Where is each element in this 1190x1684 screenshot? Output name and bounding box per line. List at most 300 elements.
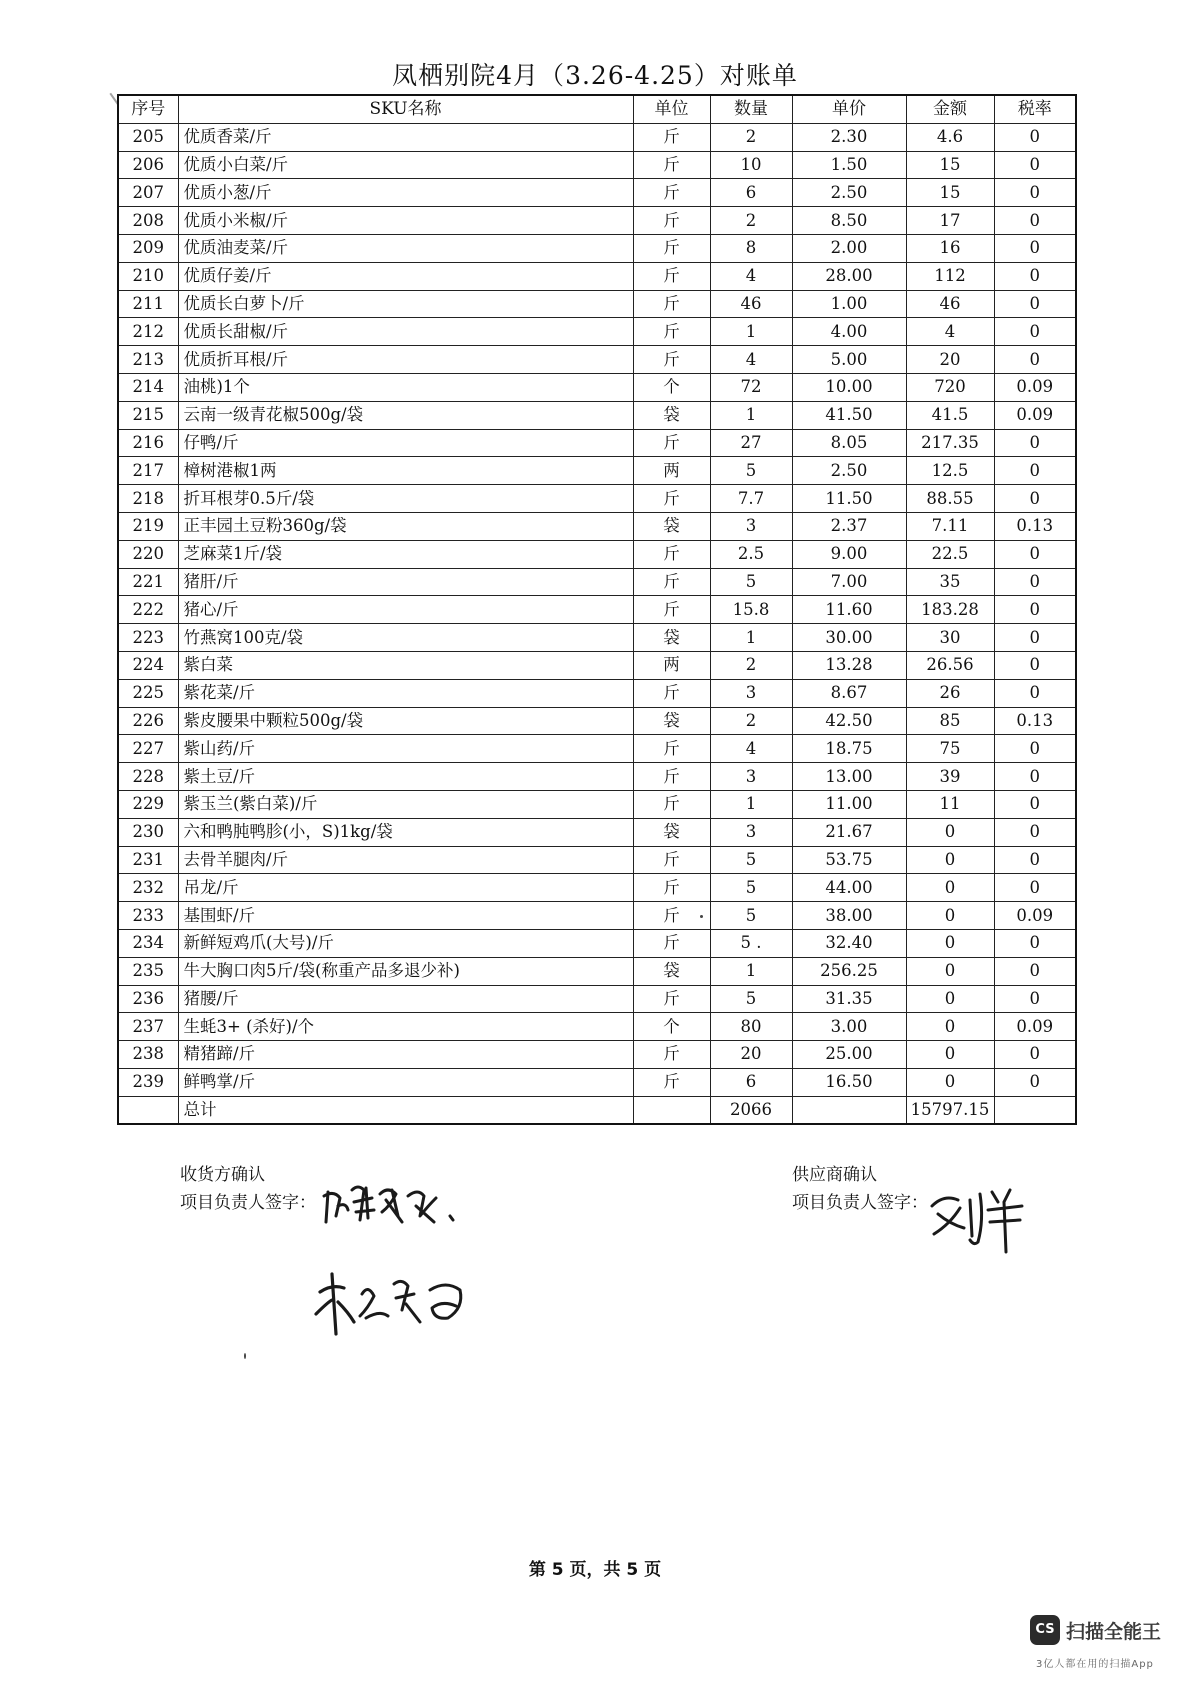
tax-rate-cell: 0 xyxy=(994,485,1076,513)
row-index-cell: 232 xyxy=(118,874,178,902)
amount-cell: 20 xyxy=(906,346,994,374)
sku-name-cell: 紫玉兰(紫白菜)/斤 xyxy=(178,790,633,818)
quantity-cell: 1 xyxy=(710,318,792,346)
sku-name-cell: 芝麻菜1斤/袋 xyxy=(178,540,633,568)
row-index-cell: 229 xyxy=(118,790,178,818)
quantity-cell: 6 xyxy=(710,1068,792,1096)
supplier-signature xyxy=(924,1180,1034,1255)
tax-rate-cell: 0 xyxy=(994,151,1076,179)
tax-rate-cell: 0 xyxy=(994,568,1076,596)
total-index-cell xyxy=(118,1096,178,1124)
table-row xyxy=(118,262,1076,290)
unit-price-cell: 2.50 xyxy=(792,457,906,485)
unit-cell: 袋 xyxy=(633,512,710,540)
quantity-cell: 5 xyxy=(710,457,792,485)
quantity-cell: 4 xyxy=(710,735,792,763)
amount-cell: 0 xyxy=(906,902,994,930)
table-row xyxy=(118,457,1076,485)
row-index-cell: 227 xyxy=(118,735,178,763)
amount-cell: 0 xyxy=(906,818,994,846)
row-index-cell: 230 xyxy=(118,818,178,846)
unit-cell: 袋 xyxy=(633,957,710,985)
unit-cell: 两 xyxy=(633,457,710,485)
sku-name-cell: 优质小葱/斤 xyxy=(178,179,633,207)
unit-cell: 斤 xyxy=(633,1068,710,1096)
tax-rate-cell: 0 xyxy=(994,1041,1076,1069)
unit-price-cell: 256.25 xyxy=(792,957,906,985)
unit-cell: 斤 xyxy=(633,151,710,179)
unit-cell: 斤 xyxy=(633,985,710,1013)
unit-cell: 斤 xyxy=(633,679,710,707)
quantity-cell: 5 xyxy=(710,902,792,930)
table-row xyxy=(118,651,1076,679)
sku-name-cell: 鲜鸭掌/斤 xyxy=(178,1068,633,1096)
amount-cell: 30 xyxy=(906,624,994,652)
quantity-cell: 6 xyxy=(710,179,792,207)
amount-cell: 26 xyxy=(906,679,994,707)
amount-cell: 0 xyxy=(906,1013,994,1041)
tax-rate-cell: 0 xyxy=(994,957,1076,985)
tax-rate-cell: 0 xyxy=(994,929,1076,957)
quantity-cell: 5 xyxy=(710,985,792,1013)
sku-name-cell: 折耳根芽0.5斤/袋 xyxy=(178,485,633,513)
row-index-cell: 216 xyxy=(118,429,178,457)
table-row xyxy=(118,624,1076,652)
tax-rate-cell: 0 xyxy=(994,540,1076,568)
sku-name-cell: 紫皮腰果中颗粒500g/袋 xyxy=(178,707,633,735)
table-row xyxy=(118,429,1076,457)
quantity-cell: 3 xyxy=(710,512,792,540)
unit-price-cell: 16.50 xyxy=(792,1068,906,1096)
tax-rate-cell: 0 xyxy=(994,846,1076,874)
row-index-cell: 219 xyxy=(118,512,178,540)
row-index-cell: 207 xyxy=(118,179,178,207)
scanner-app-name: 扫描全能王 xyxy=(1066,1621,1162,1643)
unit-price-cell: 42.50 xyxy=(792,707,906,735)
tax-rate-cell: 0 xyxy=(994,262,1076,290)
ledger-table xyxy=(117,94,1077,1125)
sku-name-cell: 优质香菜/斤 xyxy=(178,123,633,151)
row-index-cell: 224 xyxy=(118,651,178,679)
unit-price-cell: 30.00 xyxy=(792,624,906,652)
table-body xyxy=(118,123,1076,1096)
unit-price-cell: 31.35 xyxy=(792,985,906,1013)
stray-mark xyxy=(700,915,703,918)
quantity-cell: 3 xyxy=(710,763,792,791)
amount-cell: 0 xyxy=(906,1068,994,1096)
quantity-cell: 3 xyxy=(710,818,792,846)
tax-rate-cell: 0 xyxy=(994,318,1076,346)
tax-rate-cell: 0 xyxy=(994,179,1076,207)
table-row xyxy=(118,929,1076,957)
tax-rate-cell: 0 xyxy=(994,763,1076,791)
unit-price-cell: 41.50 xyxy=(792,401,906,429)
unit-price-cell: 2.00 xyxy=(792,234,906,262)
unit-price-cell: 2.37 xyxy=(792,512,906,540)
unit-cell: 斤 xyxy=(633,123,710,151)
sku-name-cell: 樟树港椒1两 xyxy=(178,457,633,485)
receiver-signature-2 xyxy=(310,1264,480,1339)
total-amount: 15797.15 xyxy=(906,1096,994,1124)
table-row xyxy=(118,707,1076,735)
amount-cell: 11 xyxy=(906,790,994,818)
receiver-sign-label: 项目负责人签字： xyxy=(180,1193,316,1213)
quantity-cell: 2 xyxy=(710,651,792,679)
tax-rate-cell: 0 xyxy=(994,624,1076,652)
tax-rate-cell: 0.09 xyxy=(994,1013,1076,1041)
quantity-cell: 10 xyxy=(710,151,792,179)
total-quantity: 2066 xyxy=(710,1096,792,1124)
row-index-cell: 215 xyxy=(118,401,178,429)
amount-cell: 112 xyxy=(906,262,994,290)
unit-price-cell: 4.00 xyxy=(792,318,906,346)
row-index-cell: 223 xyxy=(118,624,178,652)
row-index-cell: 208 xyxy=(118,207,178,235)
receiver-signature-1 xyxy=(322,1176,462,1236)
table-row xyxy=(118,1068,1076,1096)
table-row xyxy=(118,485,1076,513)
tax-rate-cell: 0 xyxy=(994,346,1076,374)
sku-name-cell: 牛大胸口肉5斤/袋(称重产品多退少补) xyxy=(178,957,633,985)
unit-price-cell: 18.75 xyxy=(792,735,906,763)
sku-name-cell: 基围虾/斤 xyxy=(178,902,633,930)
table-row xyxy=(118,207,1076,235)
table-row xyxy=(118,1013,1076,1041)
sku-name-cell: 生蚝3+ (杀好)/个 xyxy=(178,1013,633,1041)
quantity-cell: 2.5 xyxy=(710,540,792,568)
row-index-cell: 205 xyxy=(118,123,178,151)
sku-name-cell: 猪心/斤 xyxy=(178,596,633,624)
sku-name-cell: 新鲜短鸡爪(大号)/斤 xyxy=(178,929,633,957)
amount-cell: 41.5 xyxy=(906,401,994,429)
amount-cell: 16 xyxy=(906,234,994,262)
sku-name-cell: 优质小米椒/斤 xyxy=(178,207,633,235)
unit-price-cell: 9.00 xyxy=(792,540,906,568)
table-row xyxy=(118,346,1076,374)
quantity-cell: 7.7 xyxy=(710,485,792,513)
unit-price-cell: 11.00 xyxy=(792,790,906,818)
amount-cell: 720 xyxy=(906,373,994,401)
total-tax-cell xyxy=(994,1096,1076,1124)
tax-rate-cell: 0 xyxy=(994,596,1076,624)
sku-name-cell: 优质长白萝卜/斤 xyxy=(178,290,633,318)
unit-cell: 斤 xyxy=(633,429,710,457)
table-row xyxy=(118,846,1076,874)
tax-rate-cell: 0 xyxy=(994,234,1076,262)
table-row xyxy=(118,763,1076,791)
tax-rate-cell: 0 xyxy=(994,679,1076,707)
sku-name-cell: 去骨羊腿肉/斤 xyxy=(178,846,633,874)
tax-rate-cell: 0 xyxy=(994,123,1076,151)
sku-name-cell: 精猪蹄/斤 xyxy=(178,1041,633,1069)
row-index-cell: 237 xyxy=(118,1013,178,1041)
unit-price-cell: 13.28 xyxy=(792,651,906,679)
table-row xyxy=(118,234,1076,262)
unit-price-cell: 1.00 xyxy=(792,290,906,318)
table-row xyxy=(118,123,1076,151)
table-row xyxy=(118,373,1076,401)
col-header-unit: 单位 xyxy=(633,95,710,123)
amount-cell: 4 xyxy=(906,318,994,346)
unit-cell: 袋 xyxy=(633,401,710,429)
amount-cell: 35 xyxy=(906,568,994,596)
scanner-tagline: 3亿人都在用的扫描App xyxy=(1036,1659,1154,1670)
unit-price-cell: 8.67 xyxy=(792,679,906,707)
unit-cell: 斤 xyxy=(633,568,710,596)
row-index-cell: 212 xyxy=(118,318,178,346)
quantity-cell: 27 xyxy=(710,429,792,457)
unit-price-cell: 25.00 xyxy=(792,1041,906,1069)
row-index-cell: 235 xyxy=(118,957,178,985)
tax-rate-cell: 0 xyxy=(994,735,1076,763)
tax-rate-cell: 0 xyxy=(994,818,1076,846)
row-index-cell: 209 xyxy=(118,234,178,262)
row-index-cell: 220 xyxy=(118,540,178,568)
quantity-cell: 1 xyxy=(710,957,792,985)
amount-cell: 0 xyxy=(906,874,994,902)
tax-rate-cell: 0.09 xyxy=(994,373,1076,401)
amount-cell: 75 xyxy=(906,735,994,763)
row-index-cell: 233 xyxy=(118,902,178,930)
amount-cell: 4.6 xyxy=(906,123,994,151)
quantity-cell: 2 xyxy=(710,707,792,735)
row-index-cell: 206 xyxy=(118,151,178,179)
unit-cell: 斤 xyxy=(633,179,710,207)
sku-name-cell: 紫白菜 xyxy=(178,651,633,679)
quantity-cell: 15.8 xyxy=(710,596,792,624)
unit-cell: 斤 xyxy=(633,735,710,763)
document-title: 凤栖别院4月（3.26-4.25）对账单 xyxy=(392,61,798,90)
unit-price-cell: 53.75 xyxy=(792,846,906,874)
quantity-cell: 5 xyxy=(710,846,792,874)
tax-rate-cell: 0.09 xyxy=(994,401,1076,429)
tax-rate-cell: 0 xyxy=(994,790,1076,818)
sku-name-cell: 正丰园土豆粉360g/袋 xyxy=(178,512,633,540)
col-header-unit-price: 单价 xyxy=(792,95,906,123)
row-index-cell: 225 xyxy=(118,679,178,707)
row-index-cell: 226 xyxy=(118,707,178,735)
amount-cell: 15 xyxy=(906,151,994,179)
sku-name-cell: 油桃)1个 xyxy=(178,373,633,401)
quantity-cell: 2 xyxy=(710,123,792,151)
sku-name-cell: 优质长甜椒/斤 xyxy=(178,318,633,346)
unit-cell: 斤 xyxy=(633,290,710,318)
unit-price-cell: 8.05 xyxy=(792,429,906,457)
unit-cell: 斤 xyxy=(633,874,710,902)
amount-cell: 15 xyxy=(906,179,994,207)
unit-cell: 袋 xyxy=(633,818,710,846)
amount-cell: 0 xyxy=(906,957,994,985)
tax-rate-cell: 0 xyxy=(994,457,1076,485)
total-unit-cell xyxy=(633,1096,710,1124)
amount-cell: 0 xyxy=(906,985,994,1013)
sku-name-cell: 猪肝/斤 xyxy=(178,568,633,596)
sku-name-cell: 云南一级青花椒500g/袋 xyxy=(178,401,633,429)
table-row xyxy=(118,985,1076,1013)
unit-price-cell: 1.50 xyxy=(792,151,906,179)
sku-name-cell: 优质仔姜/斤 xyxy=(178,262,633,290)
amount-cell: 217.35 xyxy=(906,429,994,457)
quantity-cell: 46 xyxy=(710,290,792,318)
unit-cell: 个 xyxy=(633,373,710,401)
unit-price-cell: 11.60 xyxy=(792,596,906,624)
unit-price-cell: 11.50 xyxy=(792,485,906,513)
unit-price-cell: 28.00 xyxy=(792,262,906,290)
sku-name-cell: 优质油麦菜/斤 xyxy=(178,234,633,262)
unit-cell: 斤 xyxy=(633,207,710,235)
unit-cell: 斤 xyxy=(633,902,710,930)
quantity-cell: 1 xyxy=(710,401,792,429)
table-row xyxy=(118,790,1076,818)
unit-cell: 斤 xyxy=(633,485,710,513)
tax-rate-cell: 0.13 xyxy=(994,512,1076,540)
tax-rate-cell: 0 xyxy=(994,985,1076,1013)
receiver-heading: 收货方确认 xyxy=(180,1165,265,1185)
unit-cell: 个 xyxy=(633,1013,710,1041)
tax-rate-cell: 0 xyxy=(994,651,1076,679)
quantity-cell: 4 xyxy=(710,262,792,290)
tax-rate-cell: 0 xyxy=(994,429,1076,457)
unit-cell: 斤 xyxy=(633,790,710,818)
row-index-cell: 218 xyxy=(118,485,178,513)
amount-cell: 46 xyxy=(906,290,994,318)
scanner-watermark xyxy=(1030,1615,1180,1675)
row-index-cell: 228 xyxy=(118,763,178,791)
unit-cell: 斤 xyxy=(633,318,710,346)
unit-price-cell: 2.30 xyxy=(792,123,906,151)
unit-price-cell: 21.67 xyxy=(792,818,906,846)
quantity-cell: 1 xyxy=(710,624,792,652)
amount-cell: 183.28 xyxy=(906,596,994,624)
table-row xyxy=(118,902,1076,930)
table-row xyxy=(118,401,1076,429)
table-row xyxy=(118,179,1076,207)
quantity-cell: 2 xyxy=(710,207,792,235)
table-row xyxy=(118,512,1076,540)
col-header-tax-rate: 税率 xyxy=(994,95,1076,123)
tax-rate-cell: 0 xyxy=(994,874,1076,902)
quantity-cell: 4 xyxy=(710,346,792,374)
amount-cell: 39 xyxy=(906,763,994,791)
unit-price-cell: 32.40 xyxy=(792,929,906,957)
amount-cell: 85 xyxy=(906,707,994,735)
unit-cell: 两 xyxy=(633,651,710,679)
unit-cell: 袋 xyxy=(633,624,710,652)
table-row xyxy=(118,318,1076,346)
amount-cell: 88.55 xyxy=(906,485,994,513)
unit-cell: 斤 xyxy=(633,346,710,374)
sku-name-cell: 优质折耳根/斤 xyxy=(178,346,633,374)
col-header-quantity: 数量 xyxy=(710,95,792,123)
row-index-cell: 214 xyxy=(118,373,178,401)
amount-cell: 22.5 xyxy=(906,540,994,568)
unit-cell: 斤 xyxy=(633,596,710,624)
table-row xyxy=(118,1041,1076,1069)
unit-cell: 斤 xyxy=(633,763,710,791)
col-header-sku: SKU名称 xyxy=(178,95,633,123)
table-row xyxy=(118,957,1076,985)
col-header-index: 序号 xyxy=(118,95,178,123)
sku-name-cell: 紫山药/斤 xyxy=(178,735,633,763)
unit-price-cell: 3.00 xyxy=(792,1013,906,1041)
cs-logo-icon: CS xyxy=(1030,1615,1060,1645)
tax-rate-cell: 0 xyxy=(994,207,1076,235)
quantity-cell: 80 xyxy=(710,1013,792,1041)
row-index-cell: 221 xyxy=(118,568,178,596)
row-index-cell: 231 xyxy=(118,846,178,874)
row-index-cell: 222 xyxy=(118,596,178,624)
table-row xyxy=(118,568,1076,596)
amount-cell: 7.11 xyxy=(906,512,994,540)
amount-cell: 26.56 xyxy=(906,651,994,679)
amount-cell: 17 xyxy=(906,207,994,235)
amount-cell: 0 xyxy=(906,1041,994,1069)
table-row xyxy=(118,290,1076,318)
row-index-cell: 211 xyxy=(118,290,178,318)
page-indicator: 第 5 页，共 5 页 xyxy=(528,1560,662,1580)
unit-cell: 袋 xyxy=(633,707,710,735)
table-row xyxy=(118,540,1076,568)
table-header-row xyxy=(118,95,1076,123)
unit-cell: 斤 xyxy=(633,234,710,262)
quantity-cell: 72 xyxy=(710,373,792,401)
col-header-amount: 金额 xyxy=(906,95,994,123)
unit-cell: 斤 xyxy=(633,540,710,568)
quantity-cell: 20 xyxy=(710,1041,792,1069)
unit-price-cell: 38.00 xyxy=(792,902,906,930)
tax-rate-cell: 0 xyxy=(994,1068,1076,1096)
table-row xyxy=(118,596,1076,624)
unit-price-cell: 10.00 xyxy=(792,373,906,401)
unit-price-cell: 44.00 xyxy=(792,874,906,902)
sku-name-cell: 六和鸭肫鸭胗(小，S)1kg/袋 xyxy=(178,818,633,846)
table-row xyxy=(118,151,1076,179)
tax-rate-cell: 0.09 xyxy=(994,902,1076,930)
sku-name-cell: 紫花菜/斤 xyxy=(178,679,633,707)
quantity-cell: 3 xyxy=(710,679,792,707)
row-index-cell: 217 xyxy=(118,457,178,485)
amount-cell: 0 xyxy=(906,929,994,957)
unit-cell: 斤 xyxy=(633,846,710,874)
row-index-cell: 234 xyxy=(118,929,178,957)
row-index-cell: 239 xyxy=(118,1068,178,1096)
quantity-cell: 5 . xyxy=(710,929,792,957)
sku-name-cell: 仔鸭/斤 xyxy=(178,429,633,457)
quantity-cell: 5 xyxy=(710,568,792,596)
table-row xyxy=(118,874,1076,902)
unit-price-cell: 2.50 xyxy=(792,179,906,207)
unit-price-cell: 5.00 xyxy=(792,346,906,374)
table-row xyxy=(118,679,1076,707)
unit-cell: 斤 xyxy=(633,1041,710,1069)
sku-name-cell: 竹燕窝100克/袋 xyxy=(178,624,633,652)
amount-cell: 12.5 xyxy=(906,457,994,485)
total-label: 总计 xyxy=(178,1096,633,1124)
unit-price-cell: 13.00 xyxy=(792,763,906,791)
total-price-cell xyxy=(792,1096,906,1124)
unit-price-cell: 7.00 xyxy=(792,568,906,596)
row-index-cell: 210 xyxy=(118,262,178,290)
quantity-cell: 5 xyxy=(710,874,792,902)
supplier-heading: 供应商确认 xyxy=(792,1165,877,1185)
sku-name-cell: 吊龙/斤 xyxy=(178,874,633,902)
row-index-cell: 236 xyxy=(118,985,178,1013)
stray-mark xyxy=(244,1353,246,1359)
sku-name-cell: 紫土豆/斤 xyxy=(178,763,633,791)
amount-cell: 0 xyxy=(906,846,994,874)
unit-cell: 斤 xyxy=(633,929,710,957)
unit-cell: 斤 xyxy=(633,262,710,290)
